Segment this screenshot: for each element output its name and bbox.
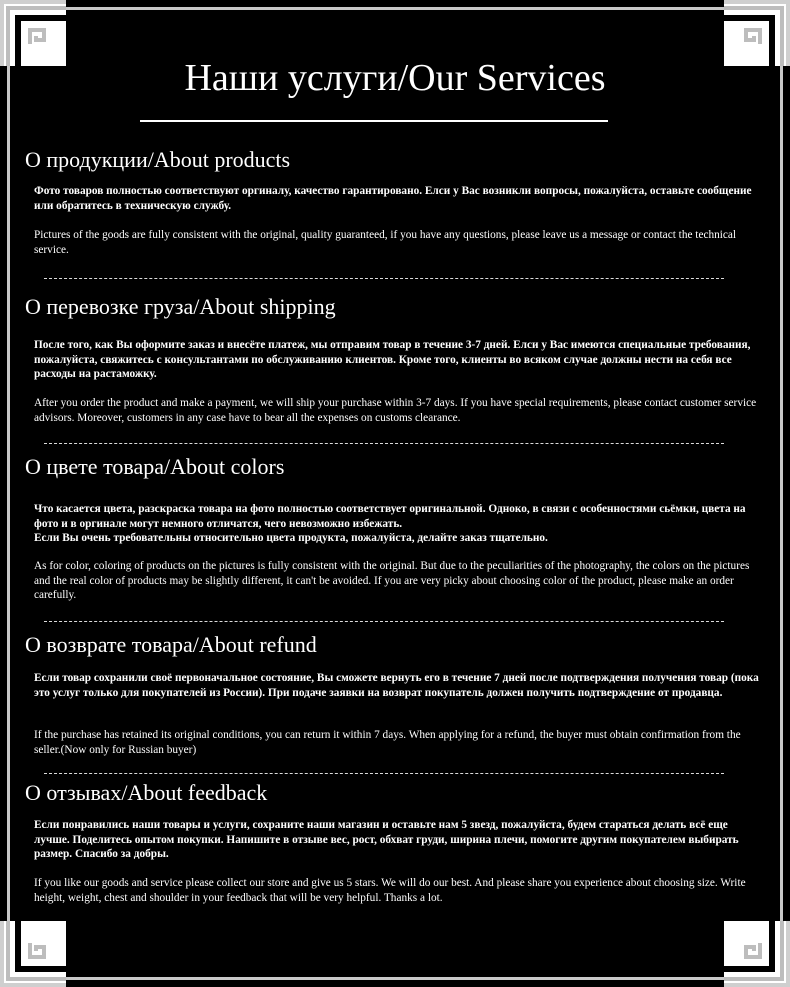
section-divider (44, 278, 724, 279)
section-divider (44, 621, 724, 622)
section-divider (44, 443, 724, 444)
section-colors-ru-text: Что касается цвета, разскраска товара на фото полностью соответствует оригинальной. Одноко, в связи с особенностями сьёмки, цвета на фото и в оргинале могут немного отличатся, чего невозможно избежать. (34, 503, 746, 530)
corner-ornament-bottom-left-icon (0, 921, 66, 987)
section-divider (44, 773, 724, 774)
section-refund-ru-text: Если товар сохранили своё первоначальное состояние, Вы сможете вернуть его в течение 7 дней после подтверждения получения товар (пока это услуг только для покупателей из России). При подаче заявки на возврат покупатель должен получить подтверждение от продавца. (34, 672, 759, 699)
section-products-ru-text: Фото товаров полностью соответствуют оргиналу, качество гарантировано. Елси у Вас возникли вопросы, пожалуйста, оставьте сообщение или обратитесь в техническую службу. (34, 185, 752, 212)
border-left-line (7, 64, 10, 923)
title-underline (140, 120, 608, 122)
section-heading-feedback: О отзывах/About feedback (25, 780, 268, 805)
section-heading-products: О продукции/About products (25, 147, 291, 172)
section-colors-en-text: As for color, coloring of products on the pictures is fully consistent with the original. But due to the peculiarities of the photography, the colors on the pictures and the real color of products may be slightly different, it can't be avoided. If you are very picky about choosing color of the product, please make an order carefully. (34, 560, 750, 602)
border-right-line (780, 64, 783, 923)
section-shipping-en-text: After you order the product and make a payment, we will ship your purchase within 3-7 days. If you have special requirements, please contact customer service advisors. Moreover, customers in any case have to bear all the expenses on customs clearance. (34, 397, 757, 424)
section-refund-en-text: If the purchase has retained its original conditions, you can return it within 7 days. When applying for a refund, the buyer must obtain confirmation from the seller.(Now only for Russian buyer) (34, 729, 741, 756)
border-bottom-line (64, 977, 726, 980)
section-feedback-en-text: If you like our goods and service please collect our store and give us 5 stars. We will do our best. And please share you experience about choosing size. Write height, weight, chest and shoulder in your feedback that will be very helpful. Thanks a lot. (34, 877, 746, 904)
page-title: Наши услуги/Our Services (184, 57, 606, 99)
border-top-line (64, 7, 726, 10)
section-heading-refund: О возврате товара/About refund (25, 632, 317, 657)
section-feedback-ru-text: Если понравились наши товары и услуги, сохраните наши магазин и оставьте нам 5 звезд, пожалуйста, будем стараться делать всё еще лучше. Поделитесь опытом покупки. Напишите в отзыве вес, рост, обхват груди, ширина плечи, помогите другим покупателем выбирать размер. Спасибо за добры. (34, 819, 739, 861)
section-shipping-ru-text: После того, как Вы оформите заказ и внесёте платеж, мы отправим товар в течение 3-7 дней. Елси у Вас имеются специальные требования, пожалуйста, свяжитесь с консультантами по обслуживанию клиентов. Кроме того, клиенты во всяком случае должны нести на себя все расходы на растаможку. (34, 339, 751, 381)
section-heading-shipping: О перевозке груза/About shipping (25, 294, 336, 319)
section-products-en-text: Pictures of the goods are fully consistent with the original, quality guaranteed, if you have any questions, please leave us a message or contact the technical service. (34, 229, 737, 256)
corner-ornament-bottom-right-icon (724, 921, 790, 987)
section-heading-colors: О цвете товара/About colors (25, 454, 285, 479)
section-colors-ru-text-2: Если Вы очень требовательны относительно цвета продукта, пожалуйста, делайте заказ тщательно. (34, 532, 548, 544)
